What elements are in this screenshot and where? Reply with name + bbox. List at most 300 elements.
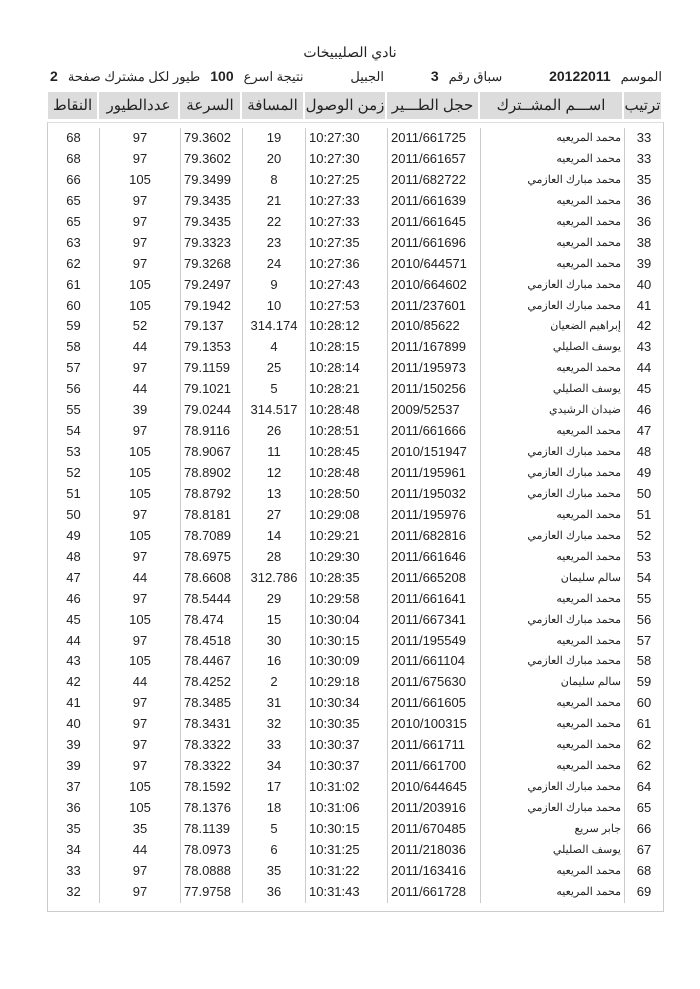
bird-count-cell: 97 [99, 233, 180, 254]
speed-cell: 78.3322 [180, 756, 242, 777]
rank-cell: 58 [624, 651, 663, 672]
arrival-time-cell: 10:31:43 [305, 882, 387, 903]
arrival-time-cell: 10:29:08 [305, 505, 387, 526]
bird-count-cell: 97 [99, 358, 180, 379]
distance-cell: 23 [242, 233, 305, 254]
points-cell: 45 [66, 611, 81, 627]
bird-count-cell: 105 [99, 296, 180, 317]
rank-cell: 69 [624, 882, 663, 903]
name-cell: محمد المريعيه [480, 714, 624, 735]
name-cell: إبراهيم الضعيان [480, 316, 624, 337]
distance-cell: 29 [242, 589, 305, 610]
points-cell: 41 [66, 695, 81, 711]
distance-cell: 36 [242, 882, 305, 903]
race-info [50, 68, 662, 88]
bird-count-cell: 97 [99, 212, 180, 233]
distance-cell: 34 [242, 756, 305, 777]
points-cell: 39 [66, 758, 81, 774]
arrival-time-cell: 10:27:33 [305, 191, 387, 212]
speed-cell: 79.137 [180, 316, 242, 337]
arrival-time-cell: 10:30:15 [305, 631, 387, 652]
result-label: نتيجة اسرع [243, 69, 304, 84]
arrival-time-cell: 10:30:09 [305, 651, 387, 672]
bird-count-cell: 105 [99, 442, 180, 463]
race-label: سباق رقم [448, 69, 503, 84]
arrival-time-cell: 10:30:35 [305, 714, 387, 735]
name-cell: محمد مبارك العازمي [480, 275, 624, 296]
arrival-time-cell: 10:28:14 [305, 358, 387, 379]
race-group [431, 68, 502, 85]
points-cell: 35 [66, 820, 81, 836]
points-cell: 68 [66, 150, 81, 166]
rank-cell: 65 [624, 798, 663, 819]
speed-cell: 78.4252 [180, 672, 242, 693]
points-cell: 65 [66, 192, 81, 208]
speed-cell: 78.0973 [180, 840, 242, 861]
rank-cell: 36 [624, 212, 663, 233]
bird-count-cell: 97 [99, 254, 180, 275]
bird-count-cell: 44 [99, 840, 180, 861]
ring-cell: 2011/682816 [387, 526, 480, 547]
ring-cell: 2011/675630 [387, 672, 480, 693]
rank-cell: 52 [624, 526, 663, 547]
speed-cell: 78.7089 [180, 526, 242, 547]
distance-cell: 28 [242, 547, 305, 568]
rank-cell: 57 [624, 631, 663, 652]
header-arrival-time: زمن الوصول [305, 92, 385, 119]
name-cell: محمد مبارك العازمي [480, 463, 624, 484]
bird-count-cell: 44 [99, 379, 180, 400]
distance-cell: 5 [242, 379, 305, 400]
name-cell: محمد مبارك العازمي [480, 651, 624, 672]
distance-cell: 314.517 [242, 400, 305, 421]
ring-cell: 2011/661696 [387, 233, 480, 254]
arrival-time-cell: 10:30:37 [305, 756, 387, 777]
header-bird-count: عددالطيور [99, 92, 178, 119]
bird-count-cell: 97 [99, 128, 180, 149]
arrival-time-cell: 10:28:45 [305, 442, 387, 463]
arrival-time-cell: 10:31:02 [305, 777, 387, 798]
arrival-time-cell: 10:27:43 [305, 275, 387, 296]
points-cell: 59 [66, 318, 81, 334]
distance-cell: 24 [242, 254, 305, 275]
ring-cell: 2011/661605 [387, 693, 480, 714]
speed-cell: 78.9067 [180, 442, 242, 463]
name-cell: جابر سريع [480, 819, 624, 840]
arrival-time-cell: 10:31:25 [305, 840, 387, 861]
arrival-time-cell: 10:28:15 [305, 337, 387, 358]
speed-cell: 78.3431 [180, 714, 242, 735]
points-cell: 66 [66, 171, 81, 187]
distance-cell: 312.786 [242, 568, 305, 589]
distance-cell: 9 [242, 275, 305, 296]
header-distance: المسافة [242, 92, 303, 119]
arrival-time-cell: 10:29:30 [305, 547, 387, 568]
arrival-time-cell: 10:27:53 [305, 296, 387, 317]
distance-cell: 17 [242, 777, 305, 798]
name-cell: محمد المريعيه [480, 735, 624, 756]
arrival-time-cell: 10:28:12 [305, 316, 387, 337]
points-cell: 42 [66, 674, 81, 690]
ring-cell: 2011/661641 [387, 589, 480, 610]
distance-cell: 16 [242, 651, 305, 672]
arrival-time-cell: 10:30:34 [305, 693, 387, 714]
distance-cell: 22 [242, 212, 305, 233]
rank-cell: 68 [624, 861, 663, 882]
rank-cell: 59 [624, 672, 663, 693]
ring-cell: 2011/218036 [387, 840, 480, 861]
rank-cell: 62 [624, 735, 663, 756]
bird-count-cell: 97 [99, 756, 180, 777]
name-cell: محمد المريعيه [480, 191, 624, 212]
arrival-time-cell: 10:27:30 [305, 128, 387, 149]
ring-cell: 2011/682722 [387, 170, 480, 191]
name-cell: محمد مبارك العازمي [480, 296, 624, 317]
name-cell: يوسف الصليلي [480, 337, 624, 358]
distance-cell: 27 [242, 505, 305, 526]
season-label: الموسم [620, 69, 662, 84]
points-cell: 44 [66, 632, 81, 648]
ring-cell: 2011/670485 [387, 819, 480, 840]
ring-cell: 2011/661725 [387, 128, 480, 149]
rank-cell: 46 [624, 400, 663, 421]
bird-count-cell: 97 [99, 505, 180, 526]
rank-cell: 62 [624, 756, 663, 777]
bird-count-cell: 105 [99, 651, 180, 672]
result-group [50, 68, 303, 85]
rank-cell: 64 [624, 777, 663, 798]
points-cell: 43 [66, 653, 81, 669]
ring-cell: 2011/661104 [387, 651, 480, 672]
name-cell: محمد المريعيه [480, 254, 624, 275]
bird-count-cell: 44 [99, 672, 180, 693]
distance-cell: 10 [242, 296, 305, 317]
name-cell: محمد المريعيه [480, 693, 624, 714]
bird-count-cell: 52 [99, 316, 180, 337]
speed-cell: 78.6975 [180, 547, 242, 568]
distance-cell: 25 [242, 358, 305, 379]
speed-cell: 78.1592 [180, 777, 242, 798]
points-cell: 61 [66, 276, 81, 292]
ring-cell: 2010/644571 [387, 254, 480, 275]
arrival-time-cell: 10:29:21 [305, 526, 387, 547]
ring-cell: 2011/661711 [387, 735, 480, 756]
bird-count-cell: 97 [99, 149, 180, 170]
ring-cell: 2011/661657 [387, 149, 480, 170]
points-cell: 65 [66, 213, 81, 229]
rank-cell: 49 [624, 463, 663, 484]
club-title: نادي الصليبيخات [303, 44, 397, 60]
bird-count-cell: 105 [99, 610, 180, 631]
ring-cell: 2011/661728 [387, 882, 480, 903]
rank-cell: 35 [624, 170, 663, 191]
name-cell: محمد المريعيه [480, 128, 624, 149]
ring-cell: 2010/100315 [387, 714, 480, 735]
ring-cell: 2011/163416 [387, 861, 480, 882]
header-name: اســـم المشــترك [480, 92, 622, 119]
name-cell: محمد المريعيه [480, 882, 624, 903]
points-cell: 50 [66, 506, 81, 522]
speed-cell: 79.3435 [180, 191, 242, 212]
rank-cell: 56 [624, 610, 663, 631]
arrival-time-cell: 10:30:15 [305, 819, 387, 840]
rank-cell: 39 [624, 254, 663, 275]
distance-cell: 18 [242, 798, 305, 819]
rank-cell: 43 [624, 337, 663, 358]
bird-count-cell: 97 [99, 735, 180, 756]
name-cell: محمد المريعيه [480, 547, 624, 568]
points-cell: 34 [66, 841, 81, 857]
rank-cell: 48 [624, 442, 663, 463]
bird-count-cell: 97 [99, 693, 180, 714]
per-label: طيور لكل مشترك صفحة [67, 69, 201, 84]
ring-cell: 2010/85622 [387, 316, 480, 337]
arrival-time-cell: 10:27:25 [305, 170, 387, 191]
ring-cell: 2011/661639 [387, 191, 480, 212]
distance-cell: 5 [242, 819, 305, 840]
ring-cell: 2011/237601 [387, 296, 480, 317]
header-points: النقاط [48, 92, 97, 119]
distance-cell: 30 [242, 631, 305, 652]
bird-count-cell: 97 [99, 421, 180, 442]
points-cell: 49 [66, 527, 81, 543]
result-value: 100 [210, 68, 234, 84]
speed-cell: 79.3435 [180, 212, 242, 233]
name-cell: محمد مبارك العازمي [480, 442, 624, 463]
speed-cell: 79.1159 [180, 358, 242, 379]
location: الجبيل [350, 69, 384, 84]
speed-cell: 78.1139 [180, 819, 242, 840]
table-header [47, 92, 662, 119]
ring-cell: 2010/644645 [387, 777, 480, 798]
distance-cell: 15 [242, 610, 305, 631]
name-cell: سالم سليمان [480, 672, 624, 693]
bird-count-cell: 105 [99, 463, 180, 484]
rank-cell: 33 [624, 149, 663, 170]
arrival-time-cell: 10:30:37 [305, 735, 387, 756]
ring-cell: 2011/195549 [387, 631, 480, 652]
speed-cell: 78.474 [180, 610, 242, 631]
points-cell: 39 [66, 737, 81, 753]
points-cell: 54 [66, 423, 81, 439]
points-cell: 58 [66, 339, 81, 355]
name-cell: سالم سليمان [480, 568, 624, 589]
ring-cell: 2011/661646 [387, 547, 480, 568]
rank-cell: 45 [624, 379, 663, 400]
distance-cell: 35 [242, 861, 305, 882]
arrival-time-cell: 10:28:50 [305, 484, 387, 505]
name-cell: يوسف الصليلي [480, 379, 624, 400]
arrival-time-cell: 10:27:30 [305, 149, 387, 170]
points-cell: 40 [66, 716, 81, 732]
speed-cell: 79.2497 [180, 275, 242, 296]
rank-cell: 40 [624, 275, 663, 296]
distance-cell: 13 [242, 484, 305, 505]
bird-count-cell: 35 [99, 819, 180, 840]
header-rank: ترتيب [624, 92, 661, 119]
rank-cell: 47 [624, 421, 663, 442]
rank-cell: 42 [624, 316, 663, 337]
name-cell: محمد المريعيه [480, 358, 624, 379]
name-cell: ضيدان الرشيدي [480, 400, 624, 421]
ring-cell: 2011/195973 [387, 358, 480, 379]
distance-cell: 4 [242, 337, 305, 358]
distance-cell: 31 [242, 693, 305, 714]
speed-cell: 79.1942 [180, 296, 242, 317]
points-cell: 46 [66, 590, 81, 606]
season-group [549, 68, 662, 85]
distance-cell: 6 [242, 840, 305, 861]
name-cell: محمد مبارك العازمي [480, 170, 624, 191]
speed-cell: 78.8792 [180, 484, 242, 505]
bird-count-cell: 97 [99, 861, 180, 882]
name-cell: يوسف الصليلي [480, 840, 624, 861]
distance-cell: 11 [242, 442, 305, 463]
ring-cell: 2011/661666 [387, 421, 480, 442]
rank-cell: 44 [624, 358, 663, 379]
rank-cell: 41 [624, 296, 663, 317]
name-cell: محمد المريعيه [480, 212, 624, 233]
speed-cell: 79.3323 [180, 233, 242, 254]
speed-cell: 79.3268 [180, 254, 242, 275]
ring-cell: 2010/151947 [387, 442, 480, 463]
arrival-time-cell: 10:27:33 [305, 212, 387, 233]
rank-cell: 66 [624, 819, 663, 840]
bird-count-cell: 97 [99, 547, 180, 568]
ring-cell: 2011/665208 [387, 568, 480, 589]
name-cell: محمد المريعيه [480, 421, 624, 442]
distance-cell: 8 [242, 170, 305, 191]
points-cell: 47 [66, 569, 81, 585]
ring-cell: 2011/150256 [387, 379, 480, 400]
ring-cell: 2010/664602 [387, 275, 480, 296]
rank-cell: 61 [624, 714, 663, 735]
points-cell: 52 [66, 465, 81, 480]
distance-cell: 19 [242, 128, 305, 149]
arrival-time-cell: 10:29:58 [305, 589, 387, 610]
ring-cell: 2011/203916 [387, 798, 480, 819]
rank-cell: 54 [624, 568, 663, 589]
rank-cell: 50 [624, 484, 663, 505]
ring-cell: 2011/661700 [387, 756, 480, 777]
bird-count-cell: 97 [99, 589, 180, 610]
distance-cell: 33 [242, 735, 305, 756]
rank-cell: 53 [624, 547, 663, 568]
points-cell: 37 [66, 779, 81, 795]
ring-cell: 2011/195032 [387, 484, 480, 505]
name-cell: محمد المريعيه [480, 631, 624, 652]
points-cell: 60 [66, 297, 81, 313]
points-cell: 32 [66, 883, 81, 899]
header-ring: حجل الطـــير [387, 92, 478, 119]
rank-cell: 38 [624, 233, 663, 254]
bird-count-cell: 97 [99, 191, 180, 212]
arrival-time-cell: 10:30:04 [305, 610, 387, 631]
ring-cell: 2011/195961 [387, 463, 480, 484]
rank-cell: 51 [624, 505, 663, 526]
speed-cell: 78.3485 [180, 693, 242, 714]
arrival-time-cell: 10:29:18 [305, 672, 387, 693]
points-cell: 63 [66, 234, 81, 250]
distance-cell: 32 [242, 714, 305, 735]
rank-cell: 33 [624, 128, 663, 149]
name-cell: محمد المريعيه [480, 505, 624, 526]
bird-count-cell: 39 [99, 400, 180, 421]
bird-count-cell: 44 [99, 337, 180, 358]
distance-cell: 2 [242, 672, 305, 693]
arrival-time-cell: 10:28:48 [305, 463, 387, 484]
points-cell: 55 [66, 402, 81, 418]
arrival-time-cell: 10:27:36 [305, 254, 387, 275]
speed-cell: 78.4467 [180, 651, 242, 672]
bird-count-cell: 97 [99, 714, 180, 735]
bird-count-cell: 97 [99, 882, 180, 903]
ring-cell: 2009/52537 [387, 400, 480, 421]
speed-cell: 78.3322 [180, 735, 242, 756]
name-cell: محمد المريعيه [480, 861, 624, 882]
results-table [47, 122, 664, 912]
speed-cell: 79.3499 [180, 170, 242, 191]
speed-cell: 78.9116 [180, 421, 242, 442]
name-cell: محمد مبارك العازمي [480, 484, 624, 505]
arrival-time-cell: 10:31:06 [305, 798, 387, 819]
speed-cell: 78.8181 [180, 505, 242, 526]
speed-cell: 79.3602 [180, 128, 242, 149]
ring-cell: 2011/661645 [387, 212, 480, 233]
points-cell: 36 [66, 800, 81, 815]
speed-cell: 77.9758 [180, 882, 242, 903]
speed-cell: 78.8902 [180, 463, 242, 484]
bird-count-cell: 105 [99, 170, 180, 191]
name-cell: محمد المريعيه [480, 589, 624, 610]
ring-cell: 2011/667341 [387, 610, 480, 631]
name-cell: محمد المريعيه [480, 233, 624, 254]
rank-cell: 36 [624, 191, 663, 212]
bird-count-cell: 105 [99, 777, 180, 798]
name-cell: محمد مبارك العازمي [480, 798, 624, 819]
distance-cell: 20 [242, 149, 305, 170]
race-value: 3 [430, 68, 439, 84]
speed-cell: 78.0888 [180, 861, 242, 882]
bird-count-cell: 105 [99, 484, 180, 505]
ring-cell: 2011/167899 [387, 337, 480, 358]
arrival-time-cell: 10:28:51 [305, 421, 387, 442]
season-value: 20122011 [549, 68, 611, 84]
speed-cell: 79.0244 [180, 400, 242, 421]
arrival-time-cell: 10:28:48 [305, 400, 387, 421]
location-group [350, 69, 384, 85]
ring-cell: 2011/195976 [387, 505, 480, 526]
speed-cell: 79.1021 [180, 379, 242, 400]
rank-cell: 55 [624, 589, 663, 610]
bird-count-cell: 105 [99, 798, 180, 819]
name-cell: محمد مبارك العازمي [480, 526, 624, 547]
points-cell: 51 [66, 485, 81, 501]
name-cell: محمد المريعيه [480, 149, 624, 170]
speed-cell: 78.4518 [180, 631, 242, 652]
speed-cell: 79.3602 [180, 149, 242, 170]
bird-count-cell: 105 [99, 275, 180, 296]
points-cell: 56 [66, 381, 81, 397]
rank-cell: 67 [624, 840, 663, 861]
bird-count-cell: 44 [99, 568, 180, 589]
arrival-time-cell: 10:27:35 [305, 233, 387, 254]
points-cell: 53 [66, 444, 81, 460]
points-cell: 48 [66, 548, 81, 564]
arrival-time-cell: 10:28:21 [305, 379, 387, 400]
speed-cell: 79.1353 [180, 337, 242, 358]
distance-cell: 21 [242, 191, 305, 212]
